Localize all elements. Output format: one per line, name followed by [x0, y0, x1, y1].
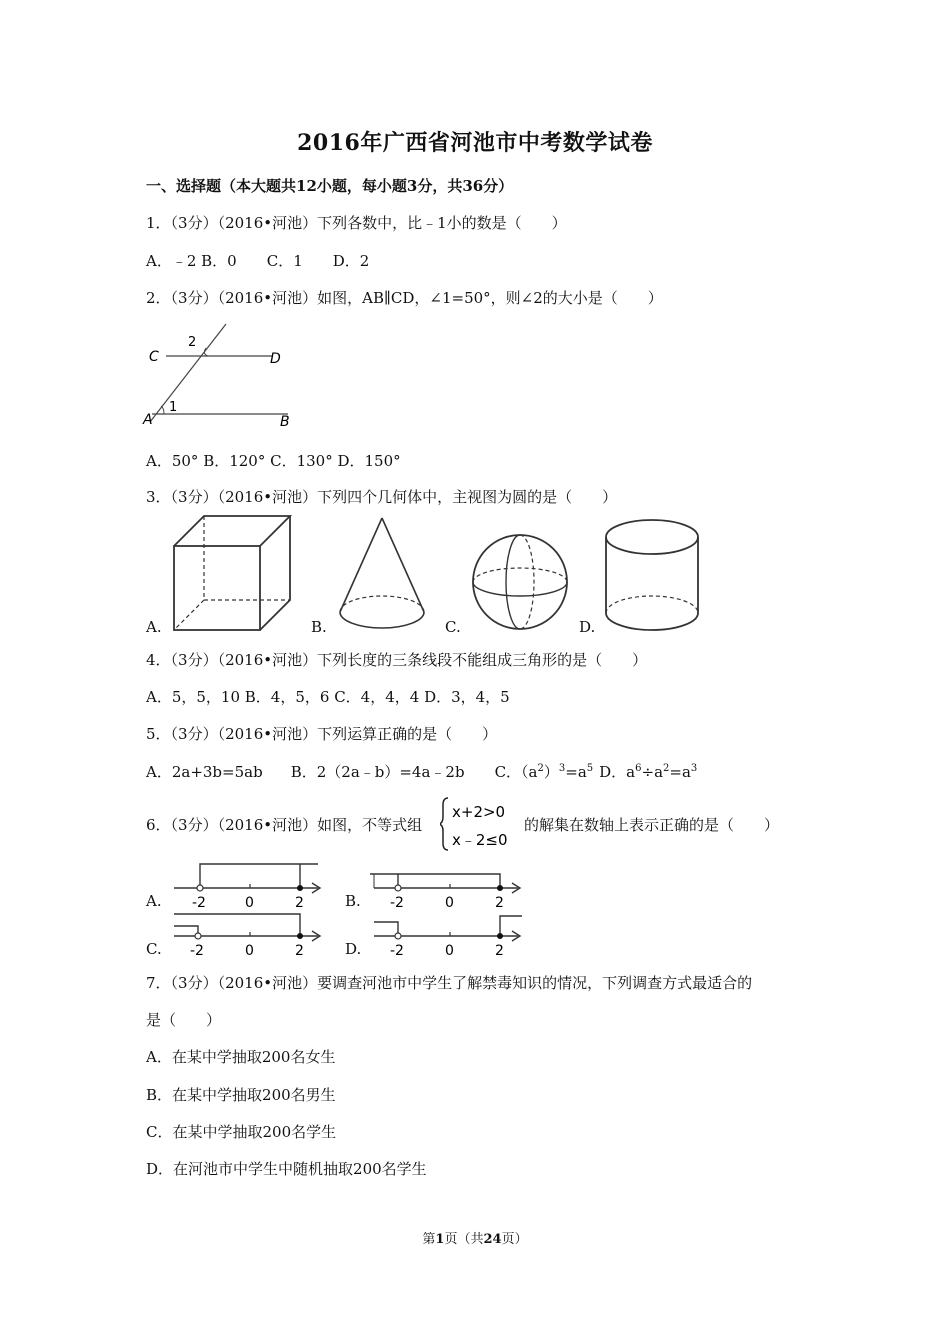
- cone-figure: [332, 514, 432, 636]
- svg-text:-2: -2: [390, 943, 404, 958]
- svg-text:0: 0: [245, 943, 254, 958]
- number-line-d: [370, 908, 525, 958]
- label-angle-1: 1: [169, 400, 178, 415]
- q5-option-d: D．$a^6\div a^2=a^3$: [599, 763, 698, 781]
- label-d: D: [270, 351, 281, 367]
- q6-inequality-system: [440, 795, 530, 853]
- q5-option-a: A．2a+3b=5ab: [146, 763, 263, 781]
- number-line-c: [170, 908, 325, 958]
- q4-options: A．5，5，10 B．4，5，6 C．4，4，4 D．3，4，5: [146, 688, 510, 706]
- svg-text:0: 0: [445, 943, 454, 958]
- number-line-a: [170, 860, 325, 910]
- q6-label-d: D.: [345, 940, 362, 958]
- q3-label-c: C.: [445, 618, 461, 636]
- q1-stem: 1．（3分）（2016•河池）下列各数中，比﹣1小的数是（ ）: [146, 214, 567, 232]
- page-title: 2016年广西省河池市中考数学试卷: [297, 130, 653, 156]
- svg-text:0: 0: [245, 895, 254, 910]
- svg-text:2: 2: [495, 943, 504, 958]
- sphere-figure: [468, 530, 578, 640]
- q2-stem: 2．（3分）（2016•河池）如图，AB∥CD，∠1=50°，则∠2的大小是（ ）: [146, 289, 663, 307]
- label-c: C: [149, 349, 159, 365]
- inequality-1: x+2>0: [452, 803, 506, 821]
- q3-label-b: B.: [311, 618, 327, 636]
- inequality-2: x﹣2≤0: [452, 831, 508, 849]
- q3-stem: 3．（3分）（2016•河池）下列四个几何体中，主视图为圆的是（ ）: [146, 488, 618, 506]
- cube-figure: [168, 510, 298, 635]
- q5-stem: 5．（3分）（2016•河池）下列运算正确的是（ ）: [146, 725, 498, 743]
- q5-option-c: C．$(a^2)^3=a^5$: [494, 763, 594, 781]
- svg-text:-2: -2: [390, 895, 404, 910]
- q7-option-b: B．在某中学抽取200名男生: [146, 1086, 336, 1104]
- number-line-b: [370, 860, 525, 910]
- page-total: 24: [483, 1232, 502, 1247]
- q7-stem-line2: 是（ ）: [146, 1011, 222, 1029]
- q2-parallel-lines-figure: [140, 318, 300, 433]
- q7-option-a: A．在某中学抽取200名女生: [146, 1048, 336, 1066]
- label-angle-2: 2: [188, 335, 197, 350]
- q6-label-b: B.: [345, 892, 361, 910]
- q5-option-b: B．2（2a﹣b）=4a﹣2b: [290, 763, 465, 781]
- brace-icon: [440, 798, 448, 850]
- svg-text:-2: -2: [192, 895, 206, 910]
- svg-text:2: 2: [295, 943, 304, 958]
- page-number: 1: [435, 1232, 445, 1247]
- q4-stem: 4．（3分）（2016•河池）下列长度的三条线段不能组成三角形的是（ ）: [146, 651, 648, 669]
- q2-options: A．50° B．120° C．130° D．150°: [146, 452, 401, 470]
- section-heading: 一、选择题（本大题共12小题，每小题3分，共36分）: [146, 177, 514, 195]
- svg-text:2: 2: [495, 895, 504, 910]
- q7-option-d: D．在河池市中学生中随机抽取200名学生: [146, 1160, 427, 1178]
- q3-label-a: A.: [146, 618, 162, 636]
- svg-text:-2: -2: [190, 943, 204, 958]
- q5-options: [146, 761, 697, 782]
- svg-text:2: 2: [295, 895, 304, 910]
- q1-options: A．﹣2 B．0 C．1 D．2: [146, 252, 370, 270]
- q3-label-d: D.: [579, 618, 596, 636]
- page-footer: 第1页（共24页）: [422, 1232, 528, 1247]
- q7-stem-line1: 7．（3分）（2016•河池）要调查河池市中学生了解禁毒知识的情况，下列调查方式最适合的: [146, 974, 753, 992]
- q6-stem-pre: 6．（3分）（2016•河池）如图，不等式组: [146, 816, 423, 834]
- q6-label-a: A.: [146, 892, 162, 910]
- q6-label-c: C.: [146, 940, 162, 958]
- label-b: B: [280, 414, 290, 430]
- cylinder-figure: [600, 515, 705, 637]
- q6-stem-post: 的解集在数轴上表示正确的是（ ）: [524, 816, 780, 834]
- label-a: A: [143, 412, 153, 428]
- q7-option-c: C．在某中学抽取200名学生: [146, 1123, 337, 1141]
- svg-text:0: 0: [445, 895, 454, 910]
